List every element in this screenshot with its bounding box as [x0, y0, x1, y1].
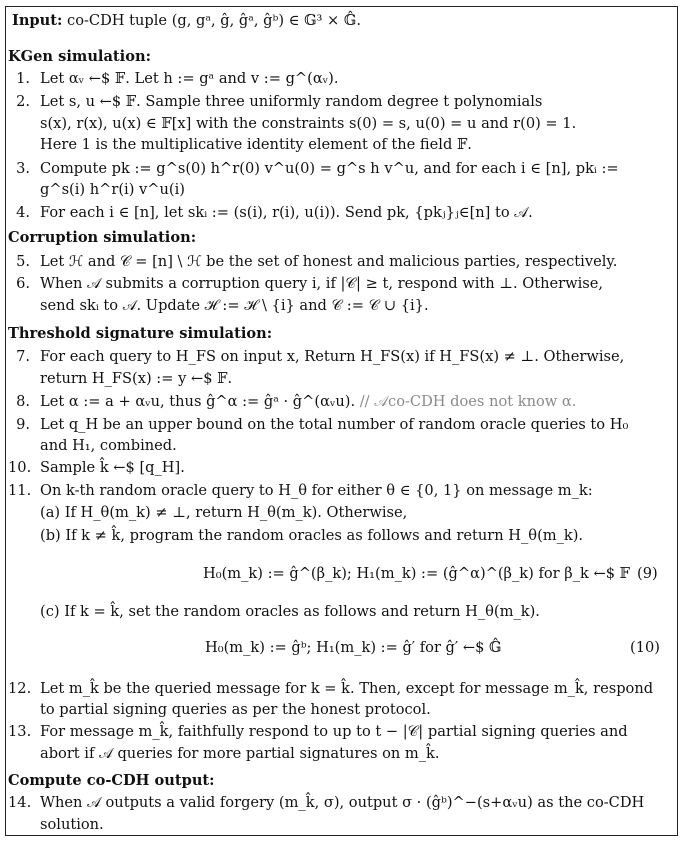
input-text: co-CDH tuple (g, gᵃ, ĝ, ĝᵃ, ĝᵇ) ∈ 𝔾³ × 𝔾̂. — [67, 12, 362, 29]
step-6-number: 6. — [16, 275, 30, 292]
section-threshold-title: Threshold signature simulation: — [8, 325, 273, 342]
step-13-number: 13. — [8, 723, 32, 740]
equation-9-number: (9) — [637, 565, 658, 582]
equation-10-number: (10) — [630, 639, 660, 656]
step-8-comment: // 𝒜co-CDH does not know α. — [359, 393, 577, 410]
step-12-number: 12. — [8, 680, 32, 697]
step-1-number: 1. — [16, 70, 30, 87]
input-line — [12, 12, 361, 30]
step-12-line1: Let m_k̂ be the queried message for k = k̂. Then, except for message m_k̂, respond — [40, 680, 654, 697]
step-3-line2: g^s(i) h^r(i) v^u(i) — [40, 181, 185, 198]
step-10-number: 10. — [8, 459, 32, 476]
step-2-line3: Here 1 is the multiplicative identity element of the field 𝔽. — [40, 136, 472, 153]
step-7-number: 7. — [16, 348, 30, 365]
step-6-line1: When 𝒜 submits a corruption query i, if |𝒞| ≥ t, respond with ⊥. Otherwise, — [40, 275, 604, 292]
step-14-line2: solution. — [40, 816, 104, 833]
step-11-text: On k-th random oracle query to H_θ for either θ ∈ {0, 1} on message m_k: — [40, 482, 593, 499]
step-4-number: 4. — [16, 204, 30, 221]
step-3-line1: Compute pk := g^s(0) h^r(0) v^u(0) = g^s h v^u, and for each i ∈ [n], pkᵢ := — [40, 160, 619, 177]
section-kgen-title: KGen simulation: — [8, 48, 151, 65]
step-2-line2: s(x), r(x), u(x) ∈ 𝔽[x] with the constraints s(0) = s, u(0) = u and r(0) = 1. — [40, 115, 577, 132]
step-14-number: 14. — [8, 794, 32, 811]
input-label: Input: — [12, 12, 63, 29]
section-output-title: Compute co-CDH output: — [8, 772, 215, 789]
step-9-number: 9. — [16, 416, 30, 433]
step-14-line1: When 𝒜 outputs a valid forgery (m_k̂, σ), output σ · (ĝᵇ)^−(s+αᵥu) as the co-CDH — [40, 794, 645, 811]
step-11-number: 11. — [8, 482, 32, 499]
step-8-text: Let α := a + αᵥu, thus ĝ^α := ĝᵃ · ĝ^(αᵥu). — [40, 393, 356, 410]
equation-10: H₀(m_k) := ĝᵇ; H₁(m_k) := ĝ′ for ĝ′ ←$ 𝔾̂ — [205, 639, 502, 656]
step-1-text: Let αᵥ ←$ 𝔽. Let h := gᵃ and v := g^(αᵥ). — [40, 70, 339, 87]
step-11-sub-a: (a) If H_θ(m_k) ≠ ⊥, return H_θ(m_k). Otherwise, — [40, 504, 408, 521]
step-11-sub-c: (c) If k = k̂, set the random oracles as follows and return H_θ(m_k). — [40, 603, 540, 620]
step-8-line — [40, 393, 576, 411]
step-2-line1: Let s, u ←$ 𝔽. Sample three uniformly random degree t polynomials — [40, 93, 543, 110]
step-12-line2: to partial signing queries as per the honest protocol. — [40, 701, 431, 718]
step-10-text: Sample k̂ ←$ [q_H]. — [40, 459, 185, 476]
step-5-number: 5. — [16, 253, 30, 270]
step-8-number: 8. — [16, 393, 30, 410]
equation-9: H₀(m_k) := ĝ^(β_k); H₁(m_k) := (ĝ^α)^(β_k) for β_k ←$ 𝔽 — [203, 565, 630, 582]
step-11-sub-b: (b) If k ≠ k̂, program the random oracles as follows and return H_θ(m_k). — [40, 527, 584, 544]
step-2-number: 2. — [16, 93, 30, 110]
step-13-line2: abort if 𝒜 queries for more partial signatures on m_k̂. — [40, 745, 440, 762]
section-corruption-title: Corruption simulation: — [8, 229, 197, 246]
step-7-line1: For each query to H_FS on input x, Return H_FS(x) if H_FS(x) ≠ ⊥. Otherwise, — [40, 348, 625, 365]
step-5-text: Let ℋ and 𝒞 = [n] \ ℋ be the set of honest and malicious parties, respectively. — [40, 253, 618, 270]
step-7-line2: return H_FS(x) := y ←$ 𝔽. — [40, 370, 233, 387]
step-3-number: 3. — [16, 160, 30, 177]
step-9-line2: and H₁, combined. — [40, 437, 177, 454]
step-9-line1: Let q_H be an upper bound on the total number of random oracle queries to H₀ — [40, 416, 629, 433]
step-13-line1: For message m_k̂, faithfully respond to up to t − |𝒞| partial signing queries and — [40, 723, 628, 740]
step-4-text: For each i ∈ [n], let skᵢ := (s(i), r(i), u(i)). Send pk, {pkⱼ}ⱼ∈[n] to 𝒜. — [40, 204, 533, 221]
step-6-line2: send skᵢ to 𝒜. Update ℋ := ℋ \ {i} and 𝒞 := 𝒞 ∪ {i}. — [40, 297, 429, 314]
